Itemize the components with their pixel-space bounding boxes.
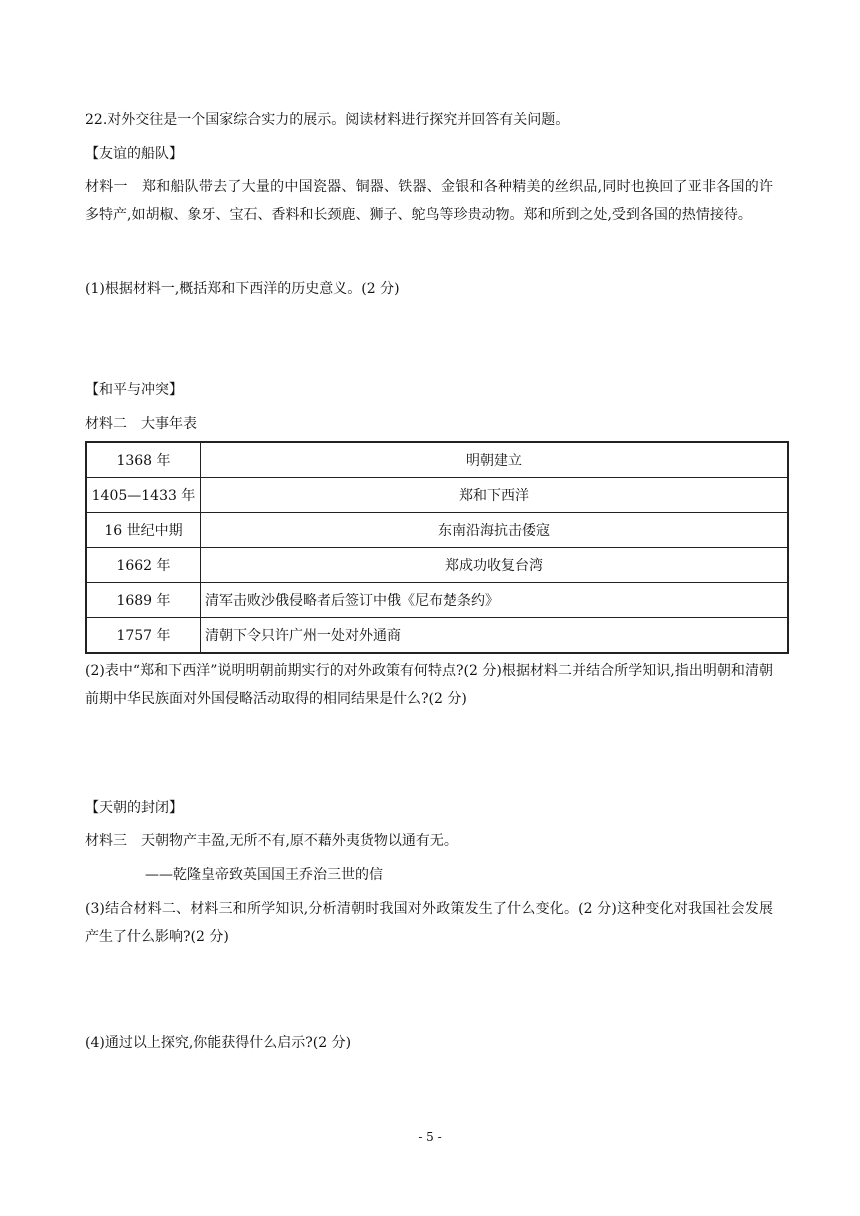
question-2: (2)表中“郑和下西洋”说明明朝前期实行的对外政策有何特点?(2 分)根据材料二并结合所学知识,指出明朝和清朝前期中华民族面对外国侵略活动取得的相同结果是什么?(2 分) (85, 663, 773, 707)
material-three: 材料三 天朝物产丰盈,无所不有,原不藉外夷货物以通有无。 (85, 833, 458, 849)
question-title: 22.对外交往是一个国家综合实力的展示。阅读材料进行探究并回答有关问题。 (85, 112, 570, 128)
page-number: - 5 - (418, 1130, 442, 1144)
question-4: (4)通过以上探究,你能获得什么启示?(2 分) (85, 1035, 352, 1051)
year-cell: 1662 年 (86, 548, 201, 583)
event-cell: 郑成功收复台湾 (201, 548, 789, 583)
section-heading-closed-empire: 【天朝的封闭】 (85, 800, 183, 816)
material-two-title: 材料二 大事年表 (85, 416, 197, 432)
table-row (86, 478, 788, 513)
event-cell: 清军击败沙俄侵略者后签订中俄《尼布楚条约》 (201, 583, 789, 618)
year-cell: 16 世纪中期 (86, 513, 201, 548)
event-cell: 郑和下西洋 (201, 478, 789, 513)
year-cell: 1368 年 (86, 442, 201, 478)
material-three-source: ——乾隆皇帝致英国国王乔治三世的信 (145, 867, 383, 883)
event-cell: 东南沿海抗击倭寇 (201, 513, 789, 548)
table-row (86, 513, 788, 548)
table-row (86, 548, 788, 583)
event-cell: 明朝建立 (201, 442, 789, 478)
table-row (86, 583, 788, 618)
section-heading-friendship-fleet: 【友谊的船队】 (85, 146, 183, 162)
events-table (85, 441, 789, 654)
year-cell: 1757 年 (86, 618, 201, 654)
material-one: 材料一 郑和船队带去了大量的中国瓷器、铜器、铁器、金银和各种精美的丝织品,同时也换回了亚非各国的许多特产,如胡椒、象牙、宝石、香料和长颈鹿、狮子、鸵鸟等珍贵动物。郑和所到之处,受到各国的热情接待。 (85, 179, 773, 223)
year-cell: 1405—1433 年 (86, 478, 201, 513)
section-heading-peace-conflict: 【和平与冲突】 (85, 382, 183, 398)
event-cell: 清朝下令只许广州一处对外通商 (201, 618, 789, 654)
table-row (86, 442, 788, 478)
year-cell: 1689 年 (86, 583, 201, 618)
question-3: (3)结合材料二、材料三和所学知识,分析清朝时我国对外政策发生了什么变化。(2 分)这种变化对我国社会发展产生了什么影响?(2 分) (85, 901, 773, 945)
table-row (86, 618, 788, 654)
question-1: (1)根据材料一,概括郑和下西洋的历史意义。(2 分) (85, 281, 400, 297)
